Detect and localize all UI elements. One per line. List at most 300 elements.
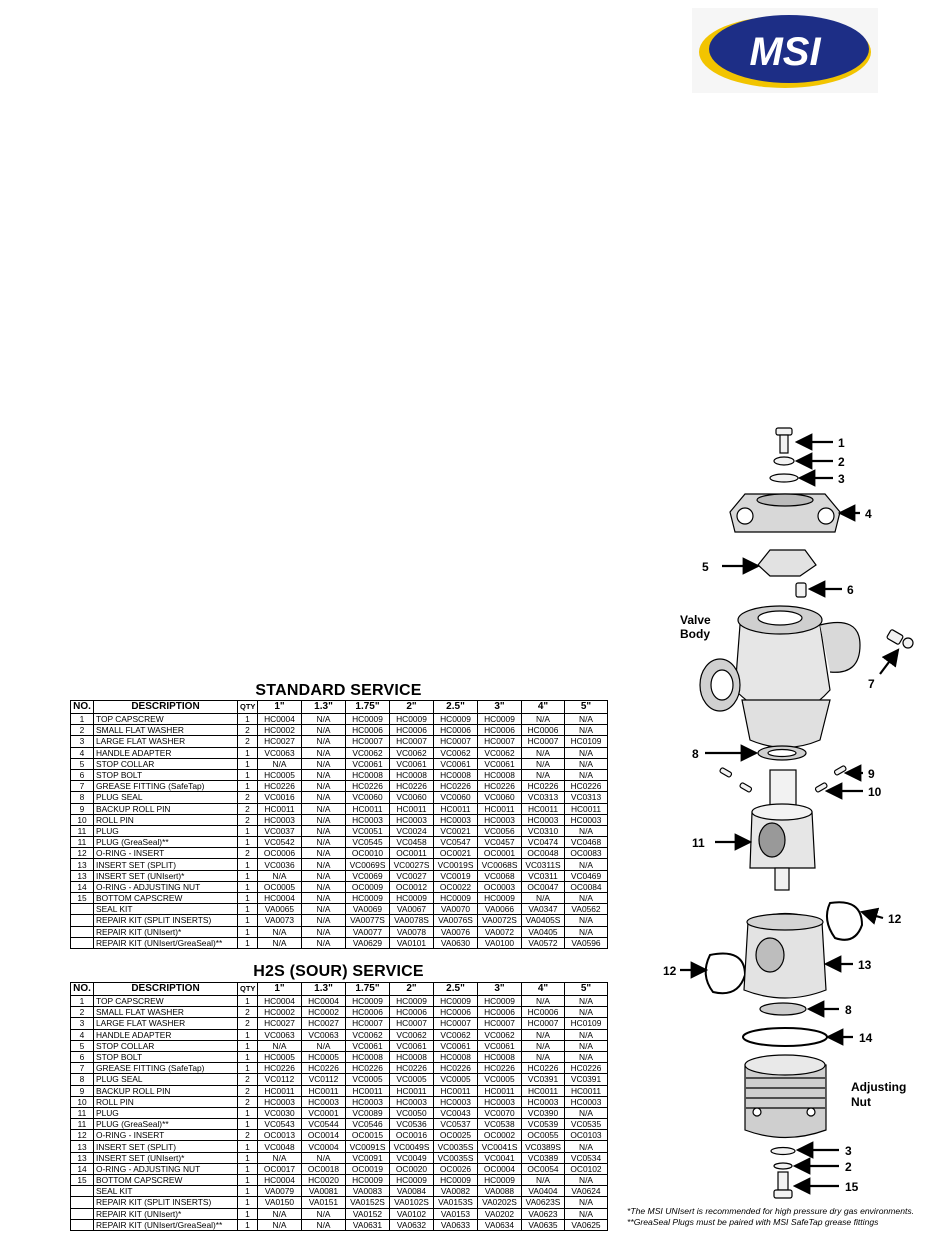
table-cell: VC0005 [478, 1074, 522, 1085]
table-cell: HC0011 [346, 1085, 390, 1096]
table-cell: N/A [302, 915, 346, 926]
table-cell: N/A [565, 725, 608, 736]
table-cell: VA0202S [478, 1197, 522, 1208]
table-row [71, 1186, 608, 1197]
table-cell: 2 [238, 1074, 258, 1085]
table-cell: VA0624 [565, 1186, 608, 1197]
table-cell: HC0007 [434, 1018, 478, 1029]
table-cell: N/A [522, 1175, 565, 1186]
part-description: O-RING - ADJUSTING NUT [94, 881, 238, 892]
table-cell: VC0389 [522, 1152, 565, 1163]
table-row [71, 1197, 608, 1208]
table-cell: VC0311S [522, 859, 565, 870]
part-number: 8 [71, 792, 94, 803]
backup-roll-pin-right [834, 765, 847, 775]
part-description: STOP BOLT [94, 1051, 238, 1062]
part-description: REPAIR KIT (UNIsert/GreaSeal)** [94, 937, 238, 948]
table-cell: N/A [565, 1007, 608, 1018]
table-cell: VA0069 [346, 904, 390, 915]
table-cell: HC0226 [434, 781, 478, 792]
label-9: 9 [868, 767, 875, 781]
label-6: 6 [847, 583, 854, 597]
table-cell: HC0006 [346, 725, 390, 736]
label-7: 7 [868, 677, 875, 691]
table-cell: VC0041 [478, 1152, 522, 1163]
table-cell: 1 [238, 769, 258, 780]
table-cell: HC0009 [478, 893, 522, 904]
table-cell: HC0002 [258, 725, 302, 736]
table-cell: OC0004 [478, 1163, 522, 1174]
table-cell: N/A [302, 781, 346, 792]
table-cell: VC0538 [478, 1119, 522, 1130]
table-cell: VC0036 [258, 859, 302, 870]
table-cell: HC0020 [302, 1175, 346, 1186]
table-cell: 1 [238, 881, 258, 892]
table-cell: OC0003 [478, 881, 522, 892]
table-cell: HC0007 [346, 736, 390, 747]
table-row [71, 825, 608, 836]
table-cell: VA0152 [346, 1208, 390, 1219]
table-cell: HC0007 [390, 1018, 434, 1029]
table-cell: VC0043 [434, 1107, 478, 1118]
table-cell: VC0062 [346, 747, 390, 758]
table-cell: 1 [238, 1029, 258, 1040]
label-10: 10 [868, 785, 882, 799]
table-row [71, 1051, 608, 1062]
table-cell: HC0009 [346, 893, 390, 904]
table-cell: OC0019 [346, 1163, 390, 1174]
table-cell: VC0030 [258, 1107, 302, 1118]
table-row [71, 848, 608, 859]
part-description: SEAL KIT [94, 904, 238, 915]
table-cell: OC0083 [565, 848, 608, 859]
table-cell: 1 [238, 758, 258, 769]
table-cell: N/A [302, 904, 346, 915]
small-washer-part [774, 457, 794, 465]
table-cell: HC0004 [258, 1175, 302, 1186]
table-cell: HC0003 [478, 814, 522, 825]
adjusting-nut-oring-part [743, 1028, 827, 1046]
table-cell: N/A [302, 859, 346, 870]
table-cell: VC0543 [258, 1119, 302, 1130]
part-number: 12 [71, 848, 94, 859]
table-cell: HC0009 [434, 893, 478, 904]
table-cell: HC0011 [565, 803, 608, 814]
table-header-row [71, 983, 608, 996]
table-cell: VC0005 [346, 1074, 390, 1085]
table-cell: HC0003 [302, 1096, 346, 1107]
table-cell: HC0009 [346, 714, 390, 725]
table-cell: VC0391 [565, 1074, 608, 1085]
table-cell: HC0006 [522, 725, 565, 736]
table-cell: VA0076S [434, 915, 478, 926]
table-cell: VC0062 [434, 747, 478, 758]
table-cell: 2 [238, 814, 258, 825]
part-description: HANDLE ADAPTER [94, 747, 238, 758]
table-cell: OC0021 [434, 848, 478, 859]
table-cell: N/A [565, 825, 608, 836]
footnote-unisert: *The MSI UNIsert is recommended for high pressure dry gas environments. [627, 1206, 915, 1216]
table-cell: OC0048 [522, 848, 565, 859]
part-number [71, 1186, 94, 1197]
part-description: GREASE FITTING (SafeTap) [94, 1063, 238, 1074]
table-cell: VC0469 [565, 870, 608, 881]
table-cell: 1 [238, 1063, 258, 1074]
table-cell: HC0011 [258, 1085, 302, 1096]
table-cell: VC0027S [390, 859, 434, 870]
handle-adapter-part [730, 494, 840, 532]
table-cell: HC0007 [346, 1018, 390, 1029]
table-cell: VC0050 [390, 1107, 434, 1118]
table-cell: HC0002 [302, 1007, 346, 1018]
table-cell: VC0537 [434, 1119, 478, 1130]
column-header: 1.75" [346, 701, 390, 714]
table-cell: OC0015 [346, 1130, 390, 1141]
part-description: SMALL FLAT WASHER [94, 725, 238, 736]
table-cell: OC0084 [565, 881, 608, 892]
part-description: O-RING - INSERT [94, 1130, 238, 1141]
label-12-right: 12 [888, 912, 902, 926]
table-cell: 1 [238, 1163, 258, 1174]
table-row [71, 1063, 608, 1074]
table-cell: VA0067 [390, 904, 434, 915]
table-cell: HC0006 [434, 1007, 478, 1018]
table-cell: OC0022 [434, 881, 478, 892]
msi-logo [692, 8, 878, 93]
table-cell: VA0625 [565, 1219, 608, 1230]
table-cell: HC0008 [346, 1051, 390, 1062]
table-cell: OC0020 [390, 1163, 434, 1174]
part-number: 9 [71, 1085, 94, 1096]
valve-body-part [700, 606, 860, 748]
table-cell: N/A [522, 1051, 565, 1062]
table-cell: 1 [238, 1197, 258, 1208]
table-cell: OC0012 [390, 881, 434, 892]
table-cell: VA0072S [478, 915, 522, 926]
table-cell: 1 [238, 1219, 258, 1230]
msi-logo-graphic [692, 8, 878, 93]
table-cell: N/A [522, 758, 565, 769]
table-row [71, 758, 608, 769]
table-cell: VA0065 [258, 904, 302, 915]
table-cell: VA0623 [522, 1208, 565, 1219]
table-cell: 1 [238, 1051, 258, 1062]
table-cell: VA0102S [390, 1197, 434, 1208]
table-cell: HC0009 [390, 714, 434, 725]
label-8-lower: 8 [845, 1003, 852, 1017]
table-cell: VA0633 [434, 1219, 478, 1230]
table-cell: OC0006 [258, 848, 302, 859]
table-cell: OC0102 [565, 1163, 608, 1174]
table-row [71, 792, 608, 803]
table-cell: N/A [565, 1051, 608, 1062]
column-header: 2.5" [434, 701, 478, 714]
table-cell: N/A [302, 803, 346, 814]
table-row [71, 937, 608, 948]
table-cell: OC0026 [434, 1163, 478, 1174]
label-13: 13 [858, 958, 872, 972]
part-description: SEAL KIT [94, 1186, 238, 1197]
table-cell: N/A [565, 926, 608, 937]
table-cell: N/A [302, 937, 346, 948]
part-number: 4 [71, 747, 94, 758]
table-cell: HC0007 [478, 1018, 522, 1029]
table-cell: HC0226 [302, 1063, 346, 1074]
table-row [71, 769, 608, 780]
table-cell: HC0109 [565, 1018, 608, 1029]
part-description: BOTTOM CAPSCREW [94, 1175, 238, 1186]
table-cell: VC0070 [478, 1107, 522, 1118]
table-cell: OC0018 [302, 1163, 346, 1174]
table-cell: OC0055 [522, 1130, 565, 1141]
label-3-lower: 3 [845, 1144, 852, 1158]
table-cell: HC0007 [478, 736, 522, 747]
part-description: BOTTOM CAPSCREW [94, 893, 238, 904]
part-description: INSERT SET (UNIsert)* [94, 870, 238, 881]
table-cell: N/A [522, 769, 565, 780]
column-header: QTY [238, 701, 258, 714]
label-3: 3 [838, 472, 845, 486]
table-row [71, 996, 608, 1007]
table-row [71, 1163, 608, 1174]
part-number: 15 [71, 1175, 94, 1186]
logo-text: MSI [749, 30, 821, 74]
column-header: 4" [522, 983, 565, 996]
part-number: 13 [71, 870, 94, 881]
table-cell: HC0003 [522, 814, 565, 825]
column-header: 5" [565, 701, 608, 714]
table-cell: VC0027 [390, 870, 434, 881]
table-cell: VC0311 [522, 870, 565, 881]
table-cell: N/A [565, 1040, 608, 1051]
table-cell: HC0008 [434, 1051, 478, 1062]
table-cell: HC0009 [478, 1175, 522, 1186]
table-cell: VA0100 [478, 937, 522, 948]
table-row [71, 814, 608, 825]
stop-collar-part [758, 550, 816, 576]
part-description: TOP CAPSCREW [94, 996, 238, 1007]
table-row [71, 714, 608, 725]
table-cell: VC0313 [522, 792, 565, 803]
part-number: 13 [71, 1152, 94, 1163]
sour-service-title: H2S (SOUR) SERVICE [253, 963, 424, 980]
table-cell: HC0011 [390, 1085, 434, 1096]
part-number [71, 937, 94, 948]
column-header: NO. [71, 983, 94, 996]
part-number: 7 [71, 1063, 94, 1074]
table-cell: VC0063 [258, 747, 302, 758]
table-cell: N/A [302, 926, 346, 937]
table-cell: N/A [302, 747, 346, 758]
part-description: STOP COLLAR [94, 1040, 238, 1051]
part-number: 14 [71, 881, 94, 892]
table-cell: HC0109 [565, 736, 608, 747]
table-cell: N/A [522, 893, 565, 904]
table-cell: VC0051 [346, 825, 390, 836]
table-cell: 1 [238, 1186, 258, 1197]
column-header: DESCRIPTION [94, 983, 238, 996]
table-cell: N/A [302, 725, 346, 736]
part-number: 13 [71, 859, 94, 870]
part-description: SMALL FLAT WASHER [94, 1007, 238, 1018]
table-cell: VA0083 [346, 1186, 390, 1197]
table-cell: VC0001 [302, 1107, 346, 1118]
table-cell: HC0226 [346, 1063, 390, 1074]
table-cell: HC0004 [258, 714, 302, 725]
table-cell: 2 [238, 736, 258, 747]
exploded-diagram-svg [620, 420, 950, 1210]
table-cell: VA0081 [302, 1186, 346, 1197]
table-cell: VC0061 [346, 1040, 390, 1051]
table-cell: VC0061 [434, 1040, 478, 1051]
table-cell: VC0005 [434, 1074, 478, 1085]
table-cell: 1 [238, 714, 258, 725]
table-cell: 2 [238, 803, 258, 814]
table-row [71, 1085, 608, 1096]
table-cell: HC0009 [478, 996, 522, 1007]
label-14: 14 [859, 1031, 873, 1045]
table-cell: N/A [302, 736, 346, 747]
exploded-valve-diagram [620, 420, 950, 1210]
table-cell: N/A [302, 792, 346, 803]
column-header: 4" [522, 701, 565, 714]
table-row [71, 926, 608, 937]
table-cell: N/A [302, 1040, 346, 1051]
table-cell: HC0226 [346, 781, 390, 792]
table-cell: VA0101 [390, 937, 434, 948]
label-1: 1 [838, 436, 845, 450]
part-number: 1 [71, 996, 94, 1007]
table-cell: N/A [565, 1029, 608, 1040]
table-cell: HC0006 [522, 1007, 565, 1018]
table-cell: OC0103 [565, 1130, 608, 1141]
label-15: 15 [845, 1180, 859, 1194]
table-cell: N/A [258, 1208, 302, 1219]
table-cell: HC0011 [390, 803, 434, 814]
table-cell: HC0003 [346, 814, 390, 825]
table-cell: 1 [238, 1208, 258, 1219]
table-cell: HC0005 [258, 1051, 302, 1062]
label-8: 8 [692, 747, 699, 761]
table-cell: VA0076 [434, 926, 478, 937]
table-cell: N/A [258, 1040, 302, 1051]
table-cell: OC0016 [390, 1130, 434, 1141]
table-row [71, 1208, 608, 1219]
part-description: PLUG (GreaSeal)** [94, 1119, 238, 1130]
table-cell: HC0003 [258, 1096, 302, 1107]
part-number [71, 1219, 94, 1230]
table-cell: HC0027 [258, 736, 302, 747]
table-cell: N/A [302, 825, 346, 836]
table-cell: HC0004 [258, 996, 302, 1007]
table-cell: HC0008 [478, 769, 522, 780]
part-number: 7 [71, 781, 94, 792]
table-cell: VC0063 [302, 1029, 346, 1040]
table-cell: VC0049 [390, 1152, 434, 1163]
part-number: 3 [71, 1018, 94, 1029]
table-cell: HC0009 [390, 996, 434, 1007]
part-description: O-RING - ADJUSTING NUT [94, 1163, 238, 1174]
table-cell: HC0007 [434, 736, 478, 747]
table-cell: N/A [565, 1107, 608, 1118]
table-cell: 2 [238, 1085, 258, 1096]
label-2-lower: 2 [845, 1160, 852, 1174]
large-washer-lower-part [771, 1148, 795, 1155]
table-cell: VC0061 [390, 758, 434, 769]
column-header: 1" [258, 701, 302, 714]
table-cell: HC0011 [565, 1085, 608, 1096]
table-cell: 1 [238, 1152, 258, 1163]
column-header: DESCRIPTION [94, 701, 238, 714]
table-row [71, 781, 608, 792]
table-row [71, 1219, 608, 1230]
table-cell: VC0474 [522, 837, 565, 848]
part-number: 8 [71, 1074, 94, 1085]
table-cell: 2 [238, 792, 258, 803]
table-cell: N/A [522, 714, 565, 725]
table-cell: 1 [238, 915, 258, 926]
table-cell: HC0226 [565, 1063, 608, 1074]
table-cell: VC0089 [346, 1107, 390, 1118]
table-cell: HC0005 [302, 1051, 346, 1062]
table-cell: HC0011 [434, 803, 478, 814]
table-cell: VC0061 [390, 1040, 434, 1051]
table-cell: VC0049S [390, 1141, 434, 1152]
table-cell: VA0079 [258, 1186, 302, 1197]
table-cell: N/A [302, 1152, 346, 1163]
column-header: 5" [565, 983, 608, 996]
table-row [71, 1175, 608, 1186]
table-cell: VA0347 [522, 904, 565, 915]
table-cell: VC0016 [258, 792, 302, 803]
footnote-greaseal: **GreaSeal Plugs must be paired with MSI SafeTap grease fittings [627, 1217, 879, 1227]
table-cell: HC0004 [258, 893, 302, 904]
table-cell: HC0009 [434, 714, 478, 725]
part-number: 1 [71, 714, 94, 725]
table-cell: N/A [302, 893, 346, 904]
table-cell: 2 [238, 1007, 258, 1018]
table-cell: N/A [302, 870, 346, 881]
roll-pin-left [739, 782, 752, 792]
table-cell: VC0048 [258, 1141, 302, 1152]
table-cell: OC0014 [302, 1130, 346, 1141]
part-number: 2 [71, 725, 94, 736]
table-cell: 1 [238, 837, 258, 848]
part-number: 5 [71, 758, 94, 769]
table-cell: 1 [238, 859, 258, 870]
label-11: 11 [692, 836, 705, 850]
table-cell: N/A [565, 1141, 608, 1152]
table-cell: OC0025 [434, 1130, 478, 1141]
table-cell: VC0061 [478, 1040, 522, 1051]
part-number: 3 [71, 736, 94, 747]
table-cell: VA0572 [522, 937, 565, 948]
table-cell: VA0082 [434, 1186, 478, 1197]
part-description: BACKUP ROLL PIN [94, 1085, 238, 1096]
table-cell: HC0011 [258, 803, 302, 814]
valve-body-label-2: Body [680, 627, 710, 641]
table-cell: HC0003 [565, 814, 608, 825]
table-cell: VA0630 [434, 937, 478, 948]
table-cell: VC0061 [478, 758, 522, 769]
table-cell: VA0632 [390, 1219, 434, 1230]
table-cell: VC0112 [258, 1074, 302, 1085]
table-cell: HC0009 [434, 1175, 478, 1186]
table-row [71, 747, 608, 758]
table-cell: HC0011 [478, 803, 522, 814]
part-description: ROLL PIN [94, 1096, 238, 1107]
table-cell: HC0002 [258, 1007, 302, 1018]
